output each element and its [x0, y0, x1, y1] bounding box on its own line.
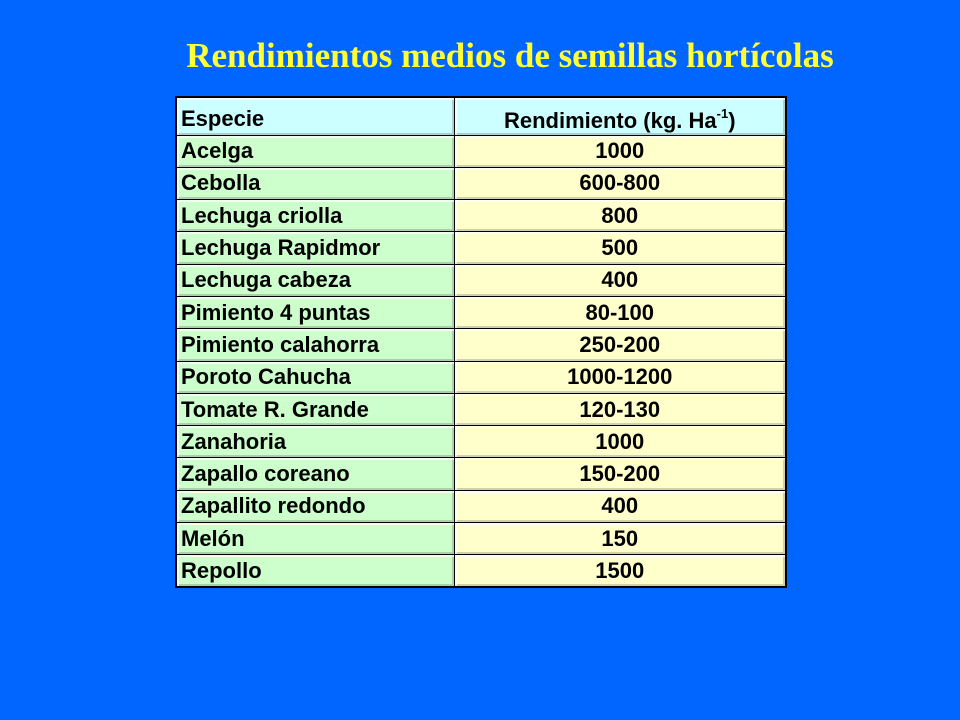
species-cell: Melón	[176, 523, 454, 555]
table-row	[176, 458, 786, 490]
table-row	[176, 329, 786, 361]
yield-cell: 600-800	[454, 167, 786, 199]
slide-title: Rendimientos medios de semillas hortícolas	[186, 36, 834, 75]
table-header-row	[176, 97, 786, 135]
species-cell: Repollo	[176, 555, 454, 587]
species-cell: Acelga	[176, 135, 454, 167]
species-cell: Cebolla	[176, 167, 454, 199]
header-species: Especie	[176, 97, 454, 135]
table-row	[176, 264, 786, 296]
yield-cell: 1000	[454, 135, 786, 167]
yield-cell: 150	[454, 523, 786, 555]
table-row	[176, 555, 786, 587]
yield-cell: 1000	[454, 426, 786, 458]
table-row	[176, 523, 786, 555]
table-row	[176, 135, 786, 167]
header-yield-close: )	[728, 107, 736, 133]
species-cell: Zapallito redondo	[176, 490, 454, 522]
table-row	[176, 361, 786, 393]
table-row	[176, 232, 786, 264]
table-row	[176, 167, 786, 199]
species-cell: Lechuga cabeza	[176, 264, 454, 296]
table-row	[176, 296, 786, 328]
species-cell: Tomate R. Grande	[176, 393, 454, 425]
yield-cell: 150-200	[454, 458, 786, 490]
yield-cell: 250-200	[454, 329, 786, 361]
species-cell: Lechuga criolla	[176, 200, 454, 232]
species-cell: Lechuga Rapidmor	[176, 232, 454, 264]
yield-cell: 400	[454, 490, 786, 522]
yield-cell: 120-130	[454, 393, 786, 425]
yield-cell: 400	[454, 264, 786, 296]
header-yield-exponent: -1	[716, 105, 729, 121]
table-row	[176, 200, 786, 232]
yield-cell: 500	[454, 232, 786, 264]
seed-yield-table	[175, 96, 787, 588]
species-cell: Zapallo coreano	[176, 458, 454, 490]
header-yield	[454, 97, 786, 135]
species-cell: Zanahoria	[176, 426, 454, 458]
yield-cell: 80-100	[454, 296, 786, 328]
header-yield-label: Rendimiento (kg. Ha	[503, 107, 717, 133]
table-row	[176, 393, 786, 425]
species-cell: Pimiento calahorra	[176, 329, 454, 361]
yield-cell: 1500	[454, 555, 786, 587]
yield-cell: 1000-1200	[454, 361, 786, 393]
table-row	[176, 426, 786, 458]
yield-cell: 800	[454, 200, 786, 232]
table-row	[176, 490, 786, 522]
species-cell: Pimiento 4 puntas	[176, 296, 454, 328]
species-cell: Poroto Cahucha	[176, 361, 454, 393]
